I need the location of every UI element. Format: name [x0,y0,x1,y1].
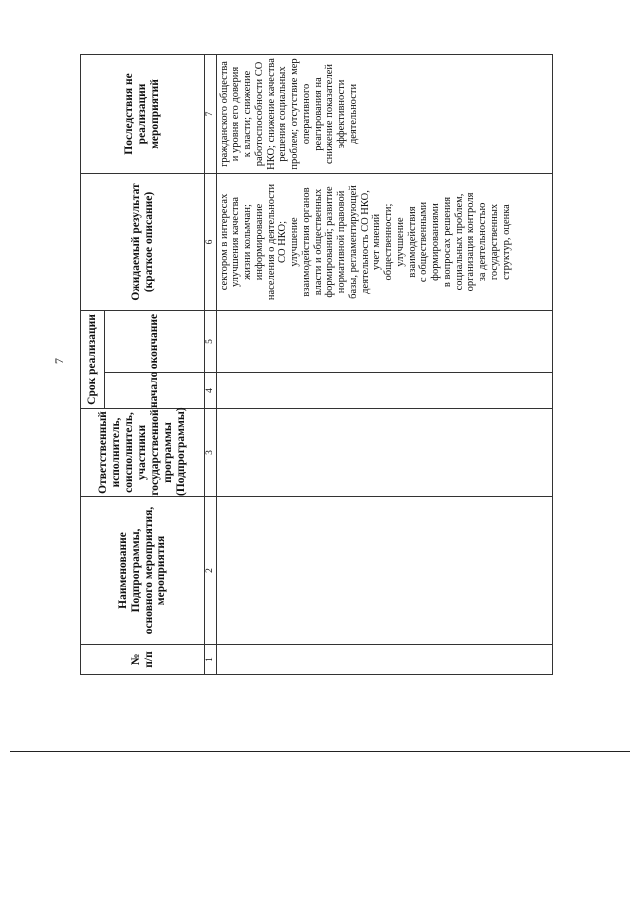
rotated-table-wrapper [80,55,553,675]
column-number: 3 [205,409,217,497]
header-executor: Ответственный исполнитель, соисполнитель, участники государственной программы (Подпрограммы) [81,409,205,497]
cell-expected-result: сектором в интересах улучшения качества жизни кольмчан; информирование населения о деятельности СО НКО; улучшение взаимодействия органов власти и общественных формирований; развитие нормативной правовой базы, регламентирующей деятельность СО НКО, учет мнений общественности; улучшение взаимодействия с общественными формированиями в вопросах решения социальных проблем, организация контроля за деятельностью государственных структур, оценка [216,173,552,310]
cell-empty [216,497,552,645]
bottom-rule [10,751,630,752]
page-number: 7 [52,358,66,364]
header-start: начало [105,373,205,409]
header-name: Наименование Подпрограммы, основного мероприятия, мероприятия [81,497,205,645]
column-number: 6 [205,173,217,310]
column-number: 7 [205,54,217,173]
cell-empty [216,645,552,675]
header-result: Ожидаемый результат (краткое описание) [81,173,205,310]
header-number: № п/п [81,645,205,675]
column-number: 1 [205,645,217,675]
column-number: 4 [205,373,217,409]
cell-empty [216,409,552,497]
cell-empty [216,310,552,372]
cell-empty [216,373,552,409]
header-consequences: Последствия не реализации мероприятий [81,54,205,173]
column-number: 2 [205,497,217,645]
program-measures-table [80,54,553,675]
column-number: 5 [205,310,217,372]
header-end: окончание [105,310,205,372]
header-period: Срок реализации [81,310,105,408]
cell-consequences: гражданского общества и уровня его доверия к власти; снижение работоспособности СО НКО; снижение качества решения социальных проблем; отсутствие мер оперативного реагирования на снижение показателей эффективности деятельности [216,54,552,173]
